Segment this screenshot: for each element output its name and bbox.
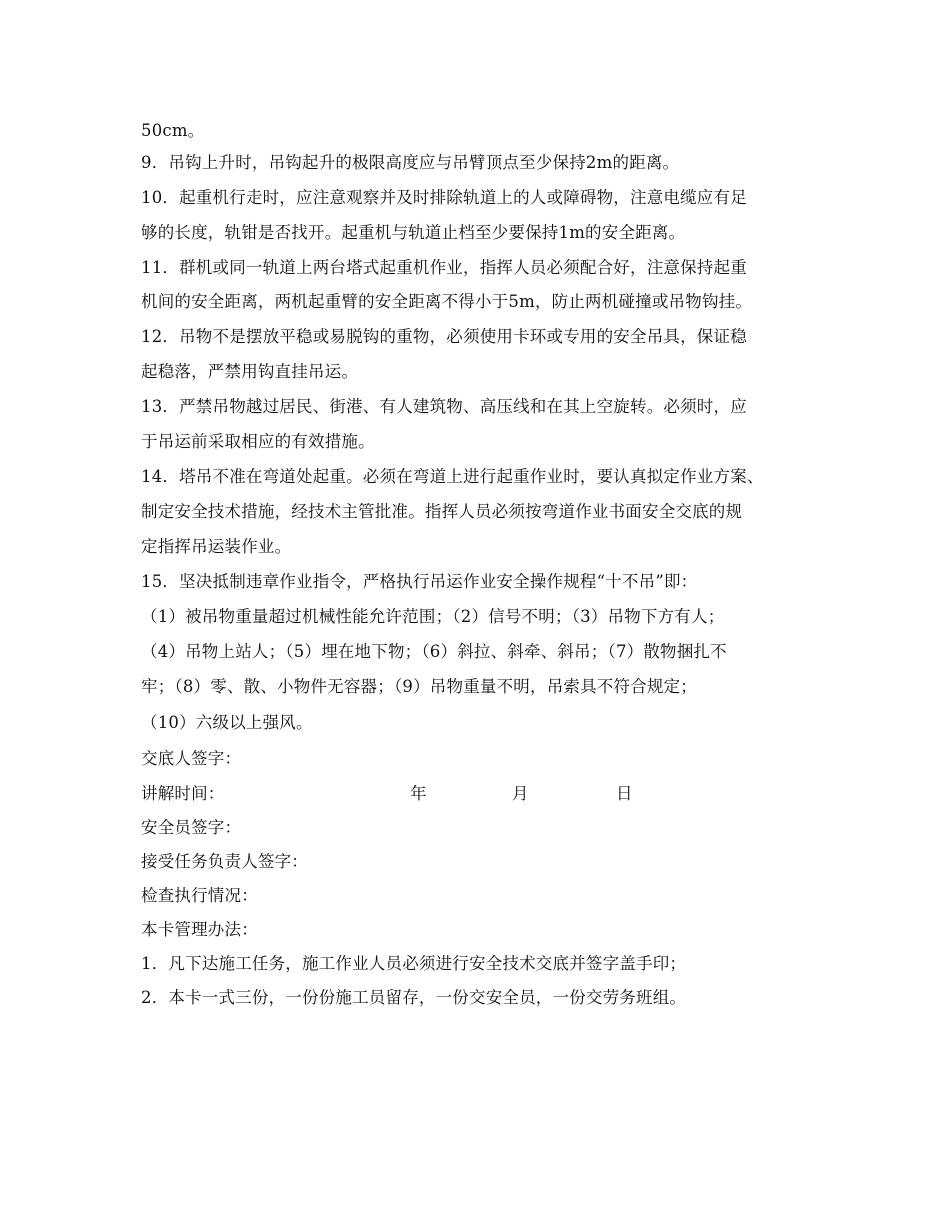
management-rule-2: 2．本卡一式三份，一份份施工员留存，一份交安全员，一份交劳务班组。 — [141, 988, 687, 1007]
execution-check-label: 检查执行情况： — [141, 886, 258, 905]
text-line: 牢；（8）零、散、小物件无容器；（9）吊物重量不明，吊索具不符合规定； — [141, 677, 697, 696]
text-line: 11．群机或同一轨道上两台塔式起重机作业，指挥人员必须配合好，注意保持起重 — [141, 258, 747, 277]
year-label: 年 — [410, 784, 427, 803]
text-line: 9．吊钩上升时，吊钩起升的极限高度应与吊臂顶点至少保持2m的距离。 — [141, 153, 680, 172]
text-line: 定指挥吊运装作业。 — [141, 537, 292, 556]
text-line: 够的长度，轨钳是否找开。起重机与轨道止档至少要保持1m的安全距离。 — [141, 223, 686, 242]
safety-officer-signature-label: 安全员签字： — [141, 818, 242, 837]
text-line: 10．起重机行走时，应注意观察并及时排除轨道上的人或障碍物，注意电缆应有足 — [141, 188, 747, 207]
text-line: 于吊运前采取相应的有效措施。 — [141, 432, 375, 451]
text-line: （1）被吊物重量超过机械性能允许范围；（2）信号不明；（3）吊物下方有人； — [141, 607, 725, 626]
text-line: （4）吊物上站人；（5）埋在地下物；（6）斜拉、斜牵、斜吊；（7）散物捆扎不 — [141, 642, 727, 661]
text-line: 12．吊物不是摆放平稳或易脱钩的重物，必须使用卡环或专用的安全吊具，保证稳 — [141, 327, 747, 346]
explanation-time-label: 讲解时间： — [141, 784, 225, 803]
text-line: 15．坚决抵制违章作业指令，严格执行吊运作业安全操作规程“十不吊”即： — [141, 572, 698, 591]
text-line: 机间的安全距离，两机起重臂的安全距离不得小于5m，防止两机碰撞或吊物钩挂。 — [141, 292, 753, 311]
briefer-signature-label: 交底人签字： — [141, 749, 242, 768]
text-line: 起稳落，严禁用钩直挂吊运。 — [141, 362, 359, 381]
management-rule-1: 1．凡下达施工任务，施工作业人员必须进行安全技术交底并签字盖手印； — [141, 954, 687, 973]
text-line: 50cm。 — [141, 121, 205, 140]
text-line: 13．严禁吊物越过居民、街港、有人建筑物、高压线和在其上空旋转。必须时，应 — [141, 397, 747, 416]
text-line: 制定安全技术措施，经技术主管批准。指挥人员必须按弯道作业书面安全交底的规 — [141, 502, 743, 521]
day-label: 日 — [616, 784, 633, 803]
month-label: 月 — [512, 784, 529, 803]
text-line: （10）六级以上强风。 — [141, 713, 313, 732]
text-line: 14．塔吊不准在弯道处起重。必须在弯道上进行起重作业时，要认真拟定作业方案、 — [141, 467, 764, 486]
task-leader-signature-label: 接受任务负责人签字： — [141, 852, 308, 871]
card-management-heading: 本卡管理办法： — [141, 920, 258, 939]
